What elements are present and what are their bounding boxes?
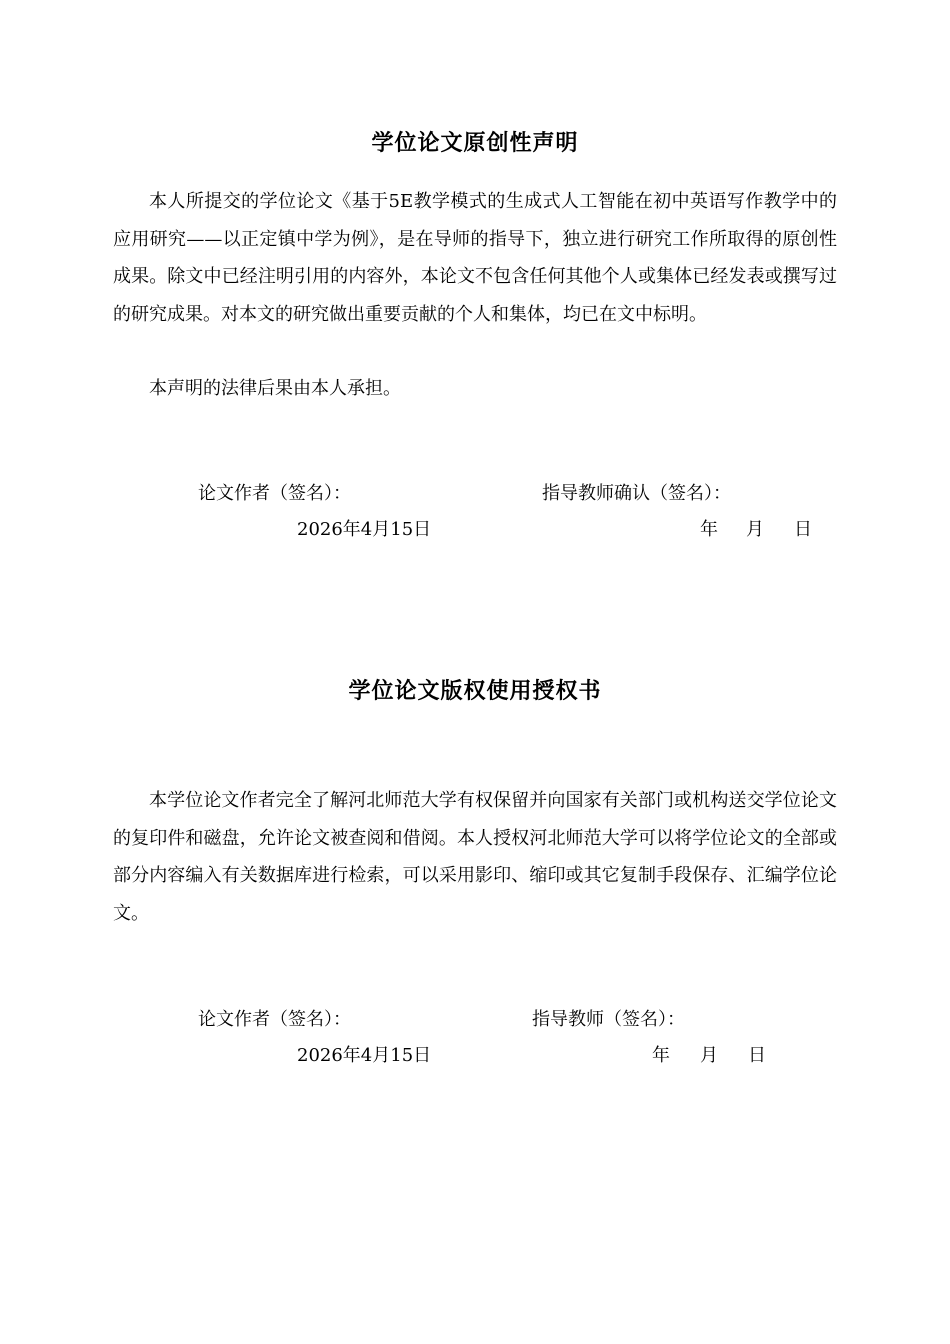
authorization-title: 学位论文版权使用授权书 (348, 679, 602, 704)
date-month-label: 月 (700, 1045, 718, 1066)
declaration-legal-note: 本声明的法律后果由本人承担。 (149, 378, 401, 399)
date-day-label: 日 (794, 519, 812, 540)
declaration-paragraph: 本人所提交的学位论文《基于5E教学模式的生成式人工智能在初中英语写作教学中的应用研究——以正定镇中学为例》，是在导师的指导下，独立进行研究工作所取得的原创性成果。除文中已经注明引用的内容外，本论文不包含任何其他个人或集体已经发表或撰写过的研究成果。对本文的研究做出重要贡献的个人和集体，均已在文中标明。 (113, 191, 837, 325)
date-month-label: 月 (746, 519, 764, 540)
date-year-label: 年 (700, 519, 718, 540)
declaration-title: 学位论文原创性声明 (371, 131, 579, 156)
authorization-advisor-signature-label: 指导教师（签名）： (532, 1009, 685, 1030)
declaration-advisor-date (700, 519, 812, 541)
declaration-author-signature-label: 论文作者（签名）： (198, 483, 351, 504)
authorization-advisor-date (652, 1045, 766, 1067)
declaration-advisor-signature-label: 指导教师确认（签名）： (542, 483, 731, 504)
authorization-author-date: 2026年4月15日 (297, 1045, 432, 1066)
authorization-author-signature-label: 论文作者（签名）： (198, 1009, 351, 1030)
date-day-label: 日 (748, 1045, 766, 1066)
declaration-author-date: 2026年4月15日 (297, 519, 432, 540)
authorization-paragraph: 本学位论文作者完全了解河北师范大学有权保留并向国家有关部门或机构送交学位论文的复印件和磁盘，允许论文被查阅和借阅。本人授权河北师范大学可以将学位论文的全部或部分内容编入有关数据库进行检索，可以采用影印、缩印或其它复制手段保存、汇编学位论文。 (113, 790, 837, 924)
date-year-label: 年 (652, 1045, 670, 1066)
